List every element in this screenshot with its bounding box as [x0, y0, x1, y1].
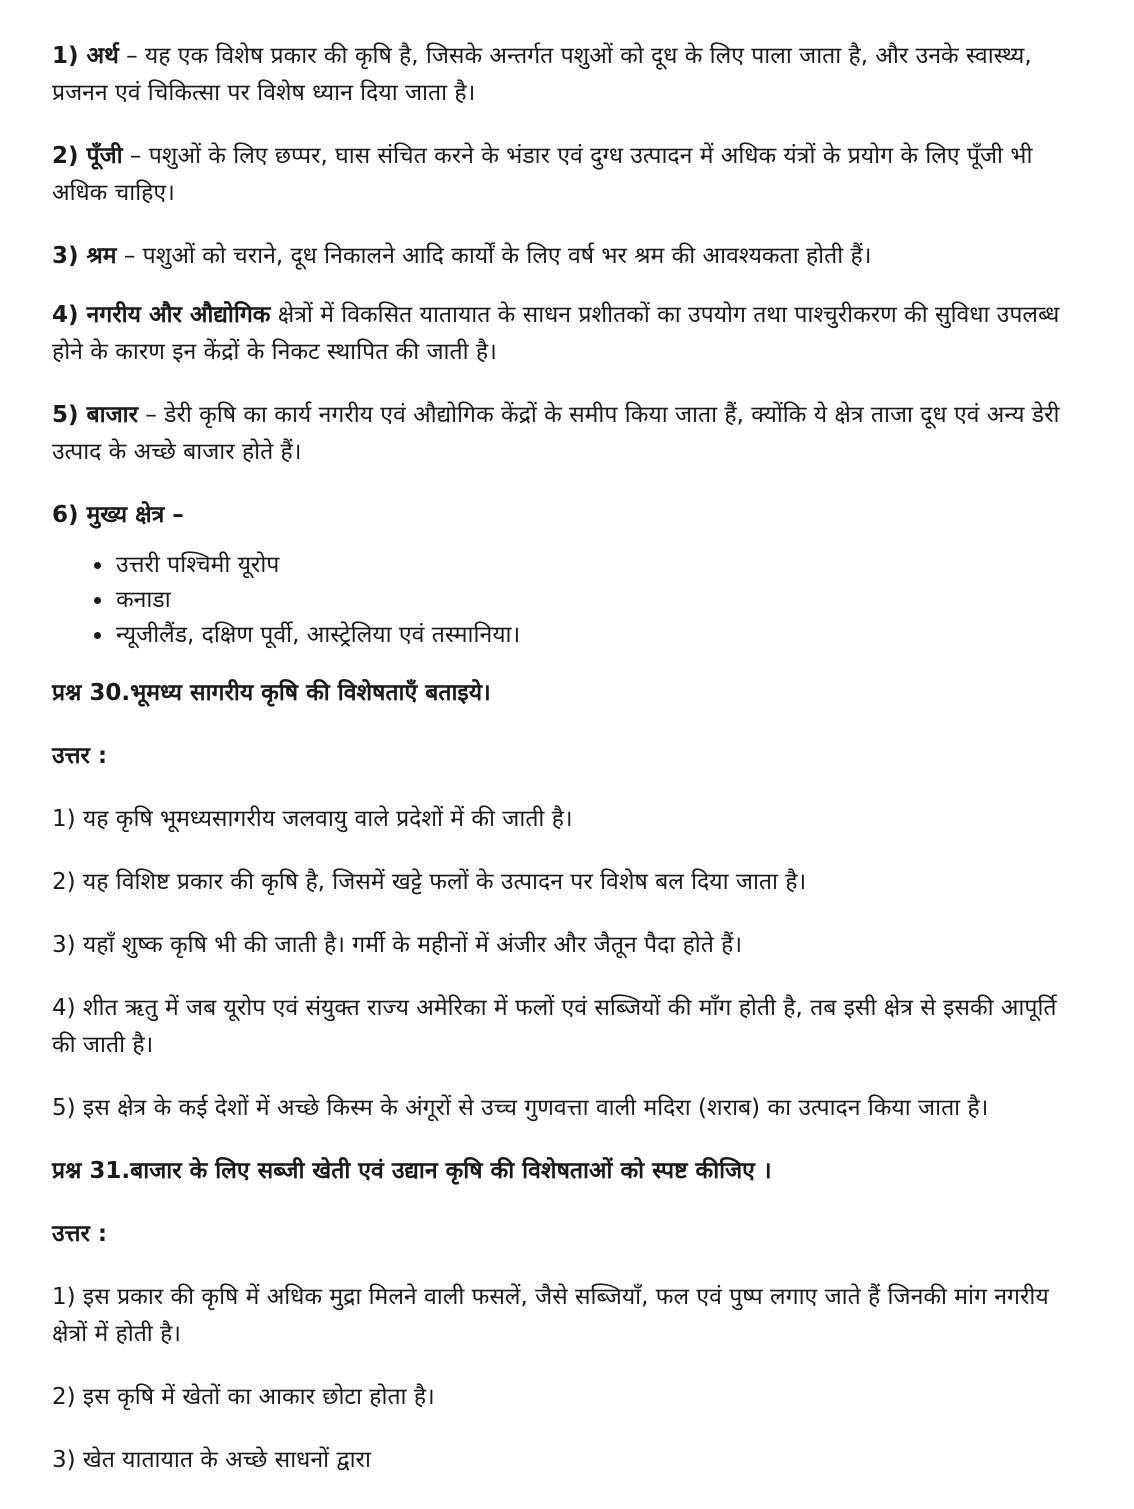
- question-30-answer-label: उत्तर :: [52, 743, 108, 769]
- list-item: • न्यूजीलैंड, दक्षिण पूर्वी, आस्ट्रेलिया एवं तस्मानिया।: [114, 618, 1074, 653]
- question-31-title: प्रश्न 31.बाजार के लिए सब्जी खेती एवं उद्यान कृषि की विशेषताओं को स्पष्ट कीजिए ।: [52, 1158, 772, 1184]
- answer-point: 4) शीत ऋतु में जब यूरोप एवं संयुक्त राज्य अमेरिका में फलों एवं सब्जियों की माँग होती है, तब इसी क्षेत्र से इसकी आपूर्ति की जाती है।: [52, 995, 1057, 1058]
- point-label: 4) नगरीय और औद्योगिक: [52, 302, 271, 328]
- list-item: • कनाडा: [114, 583, 1074, 618]
- point-label: 3) श्रम: [52, 243, 117, 269]
- point-text: – यह एक विशेष प्रकार की कृषि है, जिसके अन्तर्गत पशुओं को दूध के लिए पाला जाता है, और उनके स्वास्थ्य, प्रजनन एवं चिकित्सा पर विशेष ध्यान दिया जाता है।: [52, 43, 1032, 106]
- answer-point: 2) यह विशिष्ट प्रकार की कृषि है, जिसमें खट्टे फलों के उत्पादन पर विशेष बल दिया जाता है।: [52, 869, 807, 895]
- regions-heading: 6) मुख्य क्षेत्र –: [52, 502, 184, 528]
- dairy-point-capital: [52, 138, 1074, 212]
- answer-point: 2) इस कृषि में खेतों का आकार छोटा होता है।: [52, 1384, 435, 1410]
- dairy-point-market: [52, 397, 1074, 471]
- dairy-point-meaning: [52, 38, 1074, 112]
- answer-point: 3) यहाँ शुष्क कृषि भी की जाती है। गर्मी के महीनों में अंजीर और जैतून पैदा होते हैं।: [52, 932, 743, 958]
- answer-point: 3) खेत यातायात के अच्छे साधनों द्वारा: [52, 1447, 371, 1473]
- question-31-answer-label: उत्तर :: [52, 1221, 108, 1247]
- answer-point: 5) इस क्षेत्र के कई देशों में अच्छे किस्म के अंगूरों से उच्च गुणवत्ता वाली मदिरा (शराब) का उत्पादन किया जाता है।: [52, 1095, 989, 1121]
- point-text: – पशुओं को चराने, दूध निकालने आदि कार्यों के लिए वर्ष भर श्रम की आवश्यकता होती हैं।: [116, 243, 872, 269]
- point-text: – डेरी कृषि का कार्य नगरीय एवं औद्योगिक केंद्रों के समीप किया जाता हैं, क्योंकि ये क्षेत्र ताजा दूध एवं अन्य डेरी उत्पाद के अच्छे बाजार होते हैं।: [52, 402, 1060, 465]
- point-label: 5) बाजार: [52, 402, 139, 428]
- question-30-title: प्रश्न 30.भूमध्य सागरीय कृषि की विशेषताएँ बताइये।: [52, 680, 491, 706]
- point-label: 2) पूँजी: [52, 143, 123, 169]
- answer-point: 1) यह कृषि भूमध्यसागरीय जलवायु वाले प्रदेशों में की जाती है।: [52, 806, 573, 832]
- point-label: 1) अर्थ: [52, 43, 119, 69]
- answer-point: 1) इस प्रकार की कृषि में अधिक मुद्रा मिलने वाली फसलें, जैसे सब्जियाँ, फल एवं पुष्प लगाए जाते हैं जिनकी मांग नगरीय क्षेत्रों में होती है।: [52, 1284, 1049, 1347]
- dairy-point-labour: [52, 238, 1074, 275]
- list-item: • उत्तरी पश्चिमी यूरोप: [114, 548, 1074, 583]
- point-text: क्षेत्रों में विकसित यातायात के साधन प्रशीतकों का उपयोग तथा पाश्चुरीकरण की सुविधा उपलब्ध होने के कारण इन केंद्रों के निकट स्थापित की जाती है।: [52, 302, 1060, 365]
- regions-list: [52, 548, 1074, 653]
- dairy-point-urban-industrial: [52, 297, 1074, 371]
- point-text: – पशुओं के लिए छप्पर, घास संचित करने के भंडार एवं दुग्ध उत्पादन में अधिक यंत्रों के प्रयोग के लिए पूँजी भी अधिक चाहिए।: [52, 143, 1033, 206]
